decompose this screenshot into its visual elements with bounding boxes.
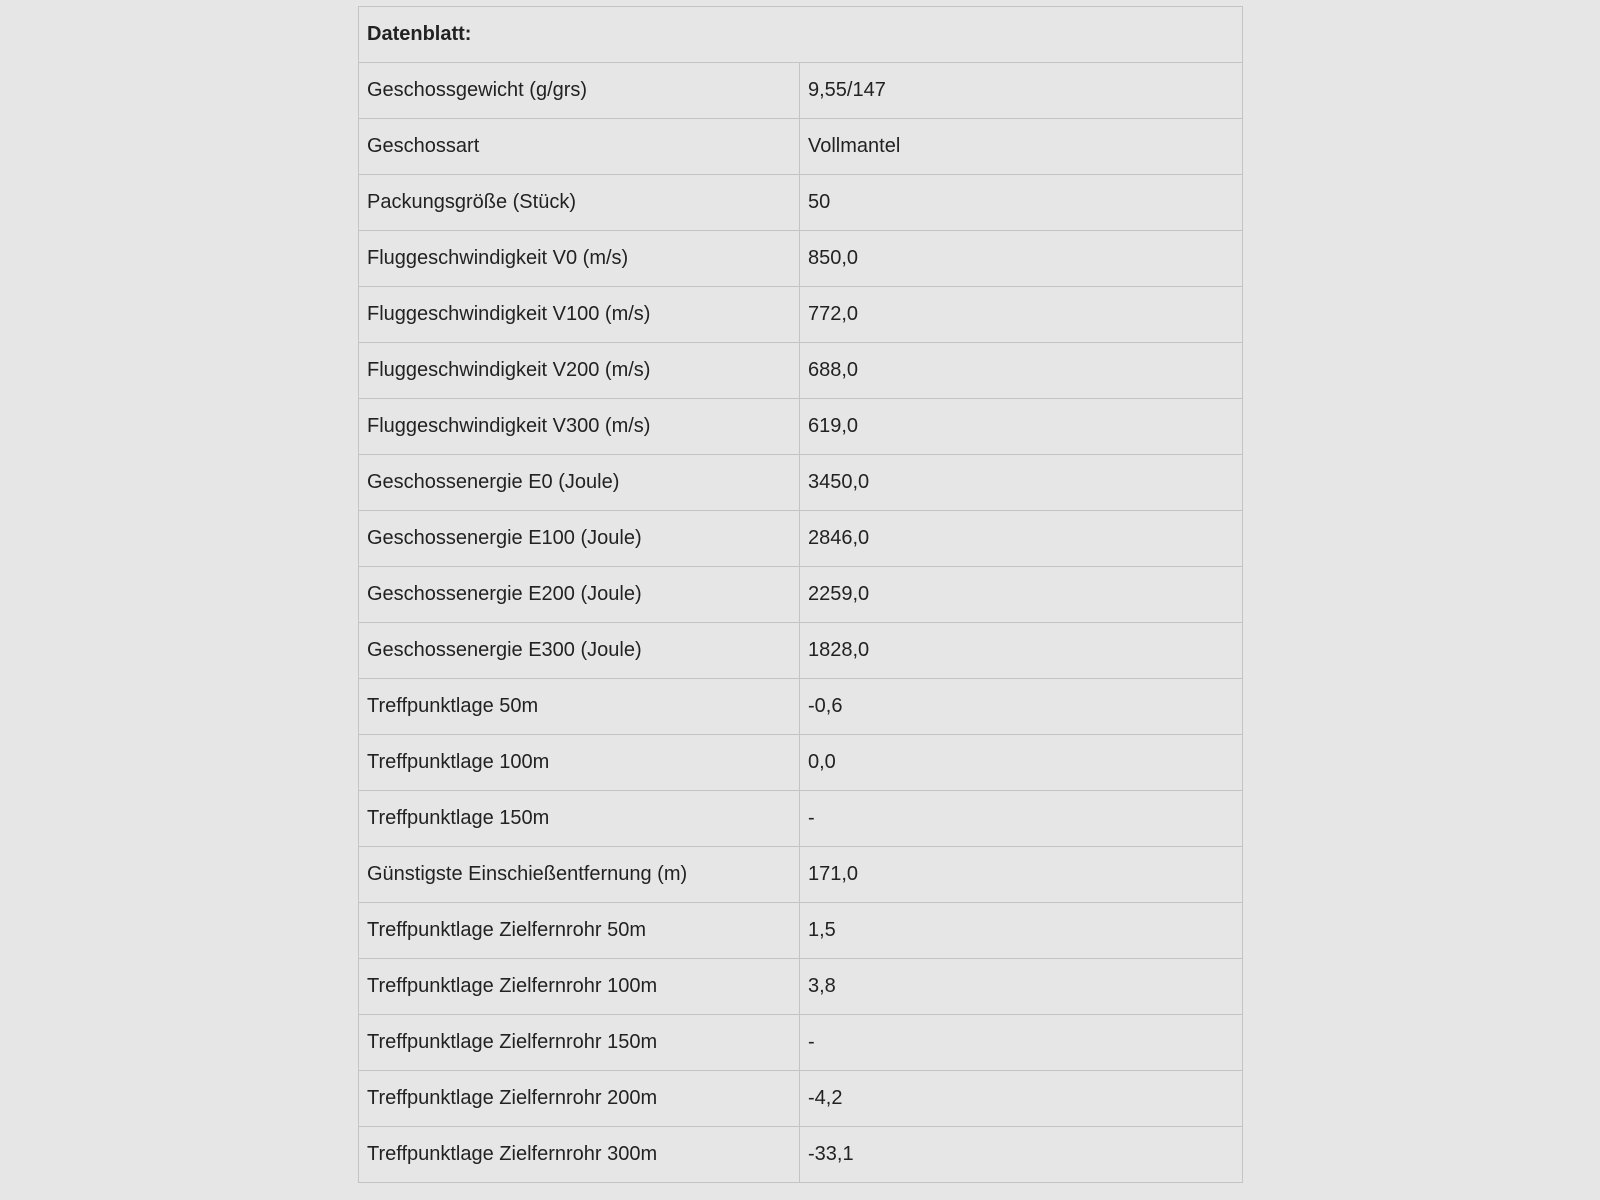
row-label: Fluggeschwindigkeit V300 (m/s) (359, 399, 800, 455)
table-row (359, 287, 1243, 343)
table-row (359, 399, 1243, 455)
table-row (359, 63, 1243, 119)
row-label: Treffpunktlage Zielfernrohr 150m (359, 1015, 800, 1071)
row-value: 2259,0 (800, 567, 1243, 623)
table-row (359, 791, 1243, 847)
table-row (359, 623, 1243, 679)
table-row (359, 1127, 1243, 1183)
datasheet-title: Datenblatt: (359, 7, 1243, 63)
row-value: - (800, 791, 1243, 847)
row-value: 2846,0 (800, 511, 1243, 567)
row-value: 1828,0 (800, 623, 1243, 679)
table-row (359, 231, 1243, 287)
table-row (359, 511, 1243, 567)
row-label: Geschossenergie E100 (Joule) (359, 511, 800, 567)
row-value: Vollmantel (800, 119, 1243, 175)
row-label: Packungsgröße (Stück) (359, 175, 800, 231)
table-row (359, 343, 1243, 399)
row-value: -0,6 (800, 679, 1243, 735)
row-label: Fluggeschwindigkeit V200 (m/s) (359, 343, 800, 399)
row-value: 3450,0 (800, 455, 1243, 511)
row-label: Treffpunktlage Zielfernrohr 50m (359, 903, 800, 959)
row-value: 688,0 (800, 343, 1243, 399)
row-label: Treffpunktlage Zielfernrohr 200m (359, 1071, 800, 1127)
row-value: 50 (800, 175, 1243, 231)
row-value: -4,2 (800, 1071, 1243, 1127)
row-label: Geschossgewicht (g/grs) (359, 63, 800, 119)
table-row (359, 119, 1243, 175)
row-value: 772,0 (800, 287, 1243, 343)
table-row (359, 959, 1243, 1015)
row-value: 9,55/147 (800, 63, 1243, 119)
row-label: Geschossenergie E300 (Joule) (359, 623, 800, 679)
table-row (359, 455, 1243, 511)
datasheet-header-row (359, 7, 1243, 63)
datasheet-table (358, 6, 1243, 1183)
table-row (359, 903, 1243, 959)
row-label: Treffpunktlage Zielfernrohr 100m (359, 959, 800, 1015)
row-label: Geschossart (359, 119, 800, 175)
row-label: Treffpunktlage 150m (359, 791, 800, 847)
row-value: 0,0 (800, 735, 1243, 791)
row-label: Geschossenergie E200 (Joule) (359, 567, 800, 623)
datasheet-container (358, 6, 1242, 1183)
row-label: Treffpunktlage 100m (359, 735, 800, 791)
row-label: Fluggeschwindigkeit V0 (m/s) (359, 231, 800, 287)
table-row (359, 1071, 1243, 1127)
row-value: -33,1 (800, 1127, 1243, 1183)
table-row (359, 735, 1243, 791)
row-label: Fluggeschwindigkeit V100 (m/s) (359, 287, 800, 343)
row-label: Treffpunktlage Zielfernrohr 300m (359, 1127, 800, 1183)
row-value: 850,0 (800, 231, 1243, 287)
row-label: Treffpunktlage 50m (359, 679, 800, 735)
row-value: 3,8 (800, 959, 1243, 1015)
row-value: 171,0 (800, 847, 1243, 903)
row-label: Günstigste Einschießentfernung (m) (359, 847, 800, 903)
table-row (359, 175, 1243, 231)
row-value: 1,5 (800, 903, 1243, 959)
table-row (359, 679, 1243, 735)
table-row (359, 847, 1243, 903)
table-row (359, 1015, 1243, 1071)
row-label: Geschossenergie E0 (Joule) (359, 455, 800, 511)
row-value: 619,0 (800, 399, 1243, 455)
table-row (359, 567, 1243, 623)
row-value: - (800, 1015, 1243, 1071)
